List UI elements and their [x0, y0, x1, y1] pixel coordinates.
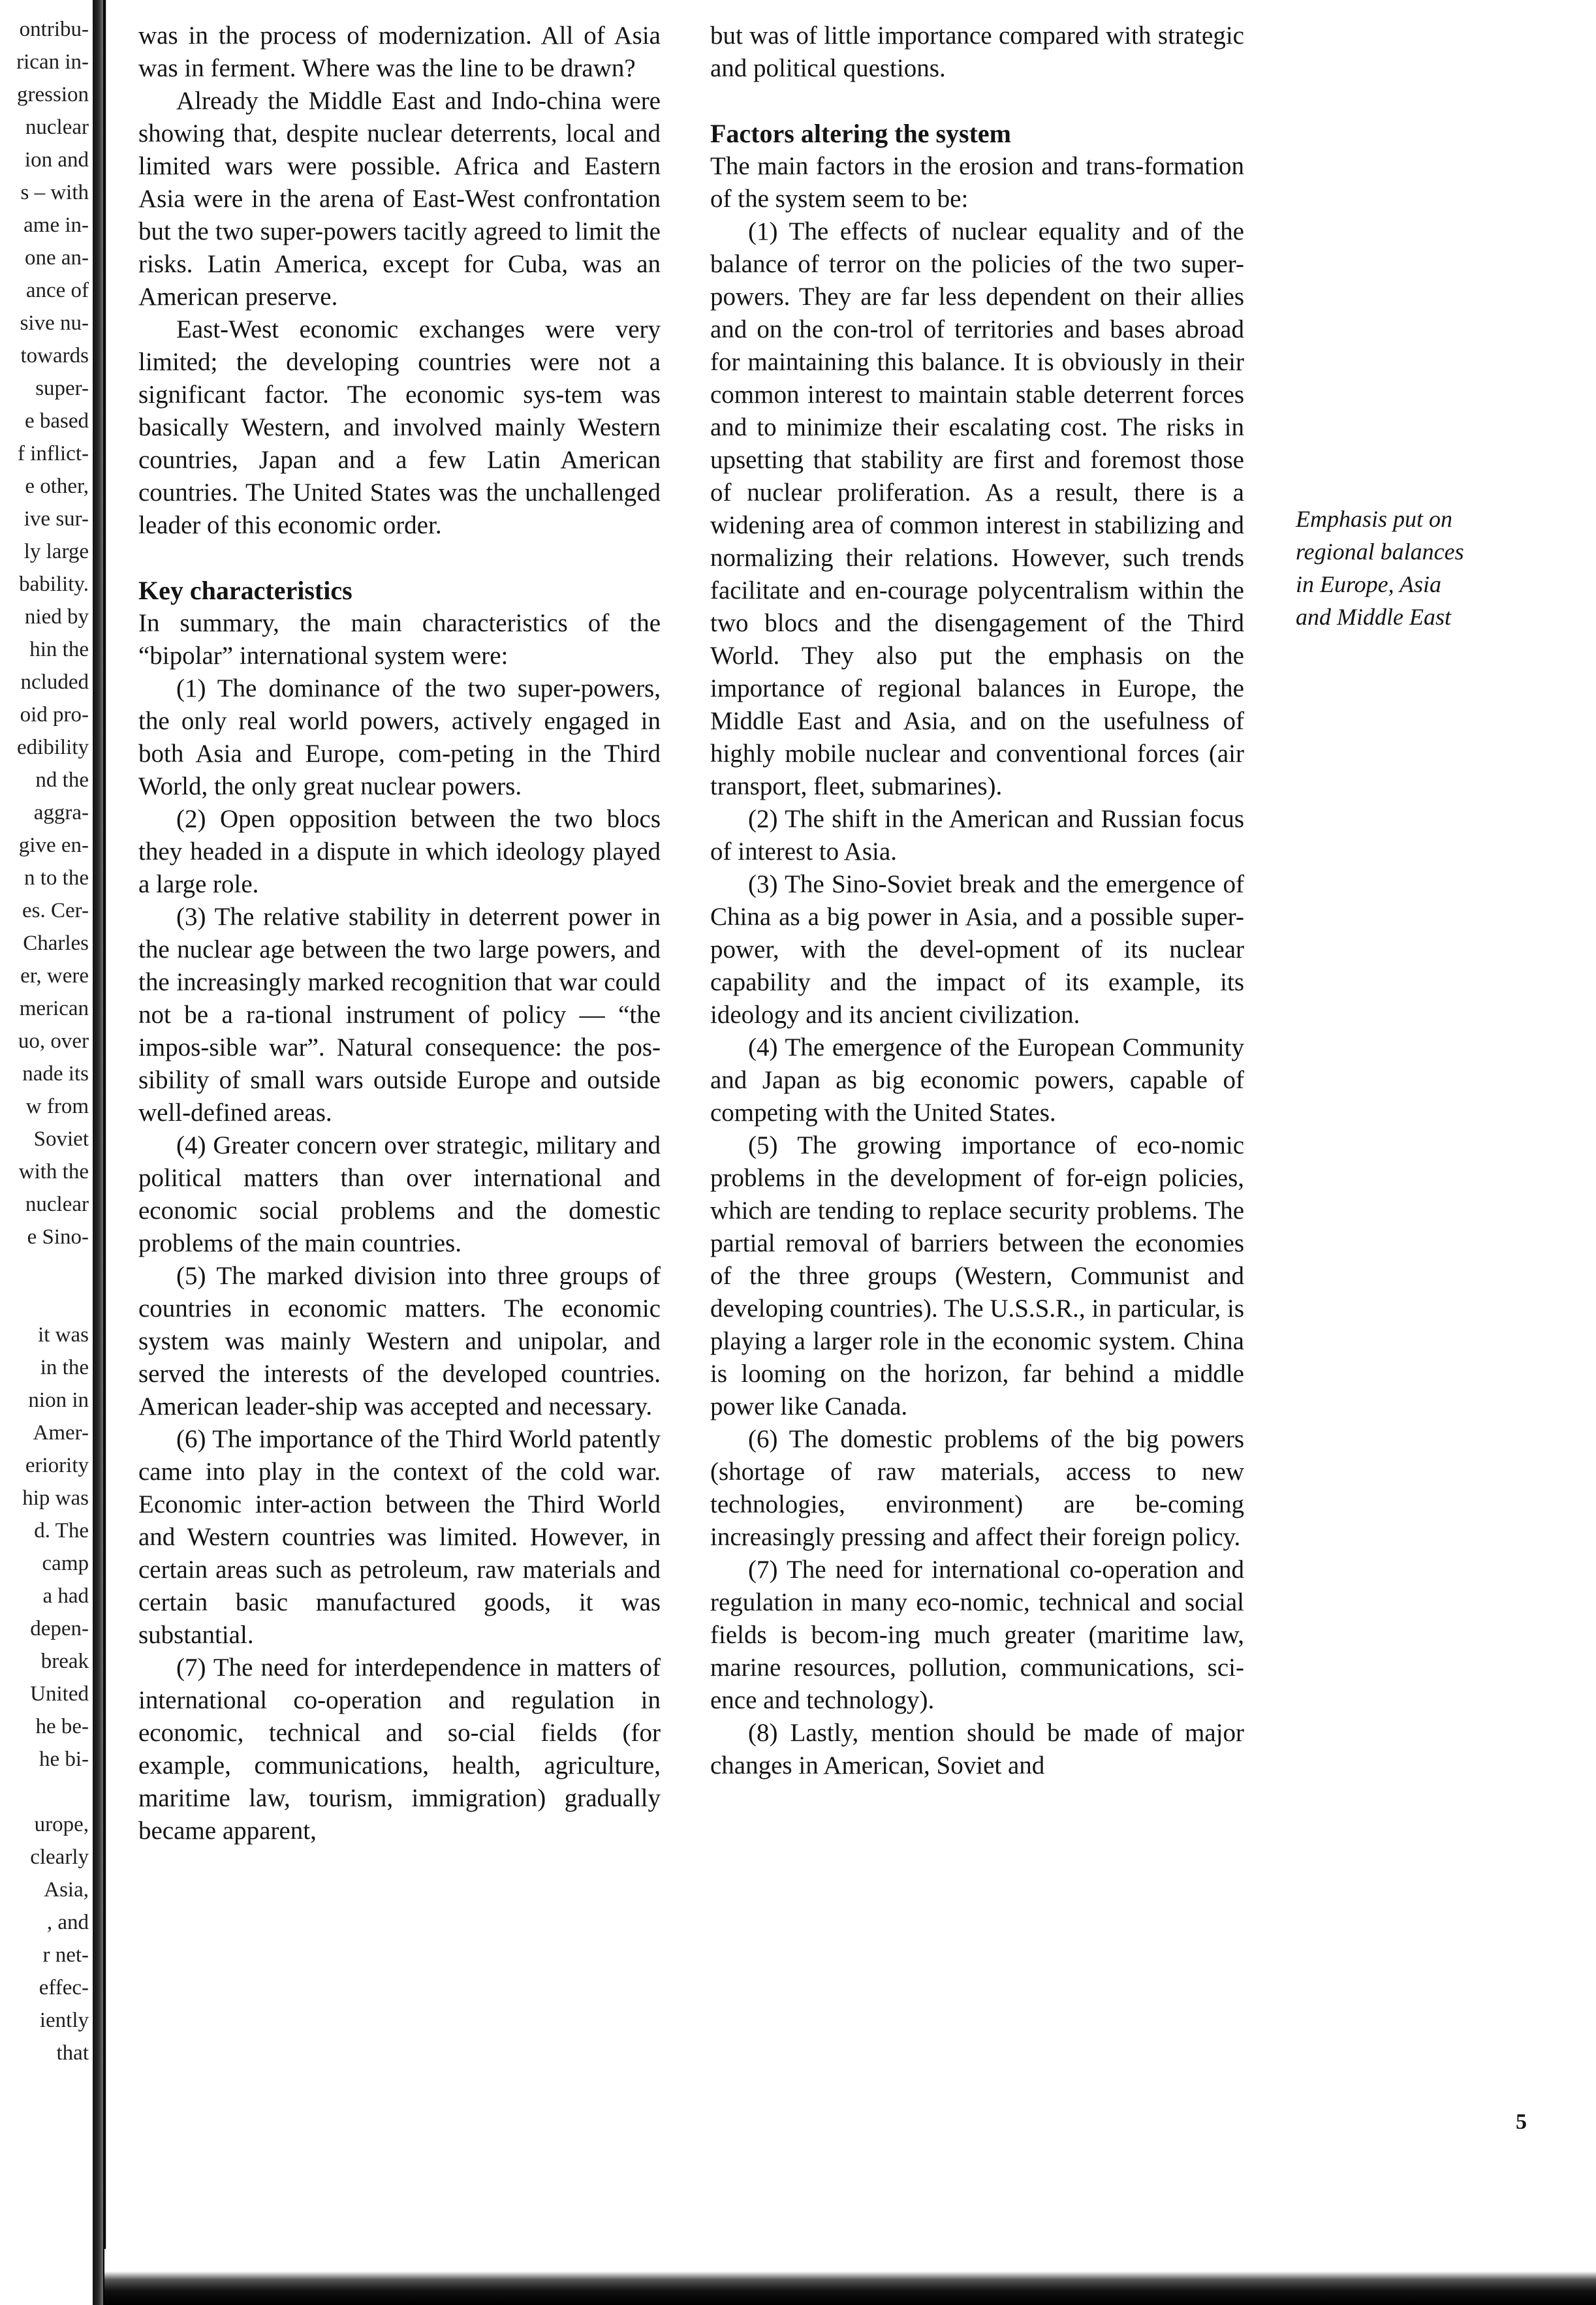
previous-page-fragment: effec- [39, 1976, 89, 1999]
previous-page-fragment: Asia, [44, 1878, 89, 1902]
paragraph: (5) The growing importance of eco-nomic problems in the development of for-eign policies, which are tending to replace security problems. The partial removal of barriers between the economies of the three groups (Western, Communist and developing countries). The U.S.S.R., in particular, is playing a larger role in the economic system. China is looming on the horizon, far behind a middle power like Canada. [710, 1131, 1244, 1420]
paragraph: East-West economic exchanges were very limited; the developing countries were not a significant factor. The economic sys-tem was basically Western, and involved mainly Western countries, Japan and a few Latin American countries. The United States was the unchallenged leader of this economic order. [138, 315, 661, 539]
section-heading: Factors altering the system [710, 119, 1011, 148]
previous-page-fragment: nd the [35, 768, 89, 792]
page-binding-edge [103, 0, 106, 2305]
previous-page-fragment: ance of [25, 279, 89, 302]
previous-page-fragment: edibility [17, 736, 89, 759]
paragraph: (2) Open opposition between the two blocs they headed in a dispute in which ideology played a large role. [138, 805, 661, 898]
previous-page-fragment: rican in- [16, 50, 89, 74]
previous-page-fragment: e based [24, 409, 89, 433]
margin-note-line: and Middle East [1296, 604, 1451, 630]
paragraph: (5) The marked division into three groups of countries in economic matters. The economic system was mainly Western and unipolar, and served the interests of the developed countries. American leader-ship was accepted and necessary. [138, 1262, 661, 1420]
paragraph-gap [138, 542, 661, 574]
previous-page-fragment: it was [38, 1323, 89, 1347]
previous-page-fragment: one an- [24, 246, 89, 270]
paragraph: (8) Lastly, mention should be made of major changes in American, Soviet and [710, 1719, 1244, 1780]
previous-page-fragment: hin the [29, 638, 89, 661]
previous-page-fragment: , and [46, 1911, 89, 1934]
previous-page-fragment: n to the [24, 866, 89, 890]
previous-page-fragment: nade its [22, 1062, 89, 1086]
previous-page-fragment: merican [19, 997, 89, 1020]
previous-page-fragment: break [40, 1650, 89, 1673]
paragraph: (2) The shift in the American and Russian focus of interest to Asia. [710, 805, 1244, 866]
paragraph: (1) The effects of nuclear equality and of the balance of terror on the policies of the two super-powers. They are far less dependent on their allies and on the con-trol of territories and bases abroad for maintaining this balance. It is obviously in their common interest to maintain stable deterrent forces and to minimize their escalating cost. The risks in upsetting that stability are first and foremost those of nuclear proliferation. As a result, there is a widening area of common interest in stabilizing and normalizing their relations. However, such trends facilitate and en-courage polycentralism within the two blocs and the disengagement of the Third World. They also put the emphasis on the importance of regional balances in Europe, the Middle East and Asia, and on the usefulness of highly mobile nuclear and conventional forces (air transport, fleet, submarines). [710, 217, 1244, 800]
previous-page-fragment: a had [42, 1584, 89, 1608]
previous-page-fragment: Soviet [33, 1127, 89, 1151]
previous-page-fragments [0, 13, 91, 2180]
previous-page-fragment: eriority [25, 1454, 89, 1477]
previous-page-fragment: d. The [34, 1519, 89, 1543]
previous-page-fragment: nied by [24, 605, 89, 629]
previous-page-fragment: sive nu- [20, 311, 89, 335]
scan-edge-artifact [104, 2249, 1596, 2305]
previous-page-fragment: e Sino- [27, 1225, 89, 1249]
previous-page-fragment: he bi- [39, 1748, 89, 1771]
margin-note-line: Emphasis put on [1296, 506, 1453, 532]
paragraph: (7) The need for international co-operation and regulation in many eco-nomic, technical and social fields is becom-ing much greater (maritime law, marine resources, pollution, communications, sci-ence and technology). [710, 1556, 1244, 1714]
previous-page-fragment: camp [42, 1552, 89, 1575]
previous-page-fragment: he be- [35, 1715, 89, 1738]
section-heading: Key characteristics [138, 576, 352, 605]
previous-page-fragment: towards [20, 344, 89, 368]
previous-page-fragment: f inflict- [17, 442, 89, 465]
text-column-right [710, 20, 1244, 1782]
paragraph: (3) The Sino-Soviet break and the emergence of China as a big power in Asia, and a possible super-power, with the devel-opment of its nuclear capability and the impact of its example, its ideology and its ancient civilization. [710, 870, 1244, 1029]
previous-page-fragment: nion in [28, 1388, 89, 1412]
paragraph: (4) Greater concern over strategic, military and political matters than over international and economic social problems and the domestic problems of the main countries. [138, 1131, 661, 1257]
previous-page-fragment: uo, over [18, 1029, 89, 1053]
fragment-gap [0, 1253, 89, 1286]
previous-page-fragment: super- [35, 377, 89, 400]
previous-page-fragment: aggra- [33, 801, 89, 824]
fragment-gap [0, 1776, 89, 1808]
paragraph: (6) The domestic problems of the big powers (shortage of raw materials, access to new technologies, environment) are be-coming increasingly pressing and affect their foreign policy. [710, 1425, 1244, 1551]
paragraph: (1) The dominance of the two super-powers, the only real world powers, actively engaged in both Asia and Europe, com-peting in the Third World, the only great nuclear powers. [138, 674, 661, 800]
fragment-gap [0, 1286, 89, 1319]
paragraph: (4) The emergence of the European Community and Japan as big economic powers, capable of competing with the United States. [710, 1033, 1244, 1127]
paragraph: (6) The importance of the Third World patently came into play in the context of the cold war. Economic inter-action between the Third World and Western countries was limited. However, in certain areas such as petroleum, raw materials and certain basic manufactured goods, it was substantial. [138, 1425, 661, 1649]
previous-page-fragment: ion and [24, 148, 89, 172]
previous-page-fragment: nuclear [25, 1193, 89, 1216]
previous-page-fragment: er, were [20, 964, 89, 988]
previous-page-fragment: Amer- [33, 1421, 89, 1445]
previous-page-fragment: clearly [30, 1845, 89, 1869]
previous-page-fragment: w from [25, 1095, 89, 1118]
margin-note [1296, 503, 1531, 633]
paragraph: Already the Middle East and Indo-china were showing that, despite nuclear deterrents, local and limited wars were possible. Africa and Eastern Asia were in the arena of East-West confrontation but the two super-powers tacitly agreed to limit the risks. Latin America, except for Cuba, was an American preserve. [138, 87, 661, 311]
paragraph: (7) The need for interdependence in matters of international co-operation and regulation in economic, technical and so-cial fields (for example, communications, health, agriculture, maritime law, tourism, immigration) gradually became apparent, [138, 1654, 661, 1845]
previous-page-fragment: gression [17, 83, 89, 106]
margin-note-line: in Europe, Asia [1296, 571, 1441, 597]
paragraph-gap [710, 85, 1244, 118]
paragraph: In summary, the main characteristics of the “bipolar” international system were: [138, 609, 661, 670]
previous-page-fragment: urope, [34, 1813, 89, 1836]
previous-page-fragment: ly large [23, 540, 89, 563]
previous-page-fragment: that [56, 2041, 89, 2065]
text-column-left [138, 20, 661, 1847]
paragraph: The main factors in the erosion and trans-formation of the system seem to be: [710, 152, 1244, 213]
margin-note-line: regional balances [1296, 539, 1464, 565]
previous-page-fragment: es. Cer- [22, 899, 89, 922]
previous-page-fragment: r net- [42, 1943, 89, 1967]
previous-page-fragment: hip was [22, 1486, 89, 1510]
previous-page-fragment: nuclear [25, 116, 89, 139]
previous-page-fragment: give en- [18, 834, 89, 857]
previous-page-fragment: United [30, 1682, 89, 1706]
previous-page-fragment: bability. [19, 572, 89, 596]
previous-page-fragment: ontribu- [19, 18, 89, 41]
previous-page-fragment: in the [40, 1356, 89, 1379]
previous-page-fragment: with the [18, 1160, 89, 1184]
previous-page-fragment: ame in- [23, 213, 89, 237]
paragraph: (3) The relative stability in deterrent power in the nuclear age between the two large powers, and the increasingly marked recognition that war could not be a ra-tional instrument of policy — “the impos-sible war”. Natural consequence: the pos-sibility of small wars outside Europe and outside well-defined areas. [138, 903, 661, 1127]
previous-page-fragment: e other, [25, 475, 89, 498]
previous-page-fragment: oid pro- [20, 703, 89, 727]
previous-page-fragment: ncluded [20, 670, 89, 694]
previous-page-fragment: Charles [23, 932, 89, 955]
paragraph: was in the process of modernization. All of Asia was in ferment. Where was the line to be drawn? [138, 22, 661, 82]
previous-page-fragment: ive sur- [23, 507, 89, 531]
previous-page-fragment: depen- [30, 1617, 89, 1640]
page-number: 5 [1516, 2110, 1527, 2134]
previous-page-fragment: s – with [20, 181, 89, 204]
previous-page-fragment: iently [39, 2009, 89, 2032]
paragraph: but was of little importance compared with strategic and political questions. [710, 22, 1244, 82]
